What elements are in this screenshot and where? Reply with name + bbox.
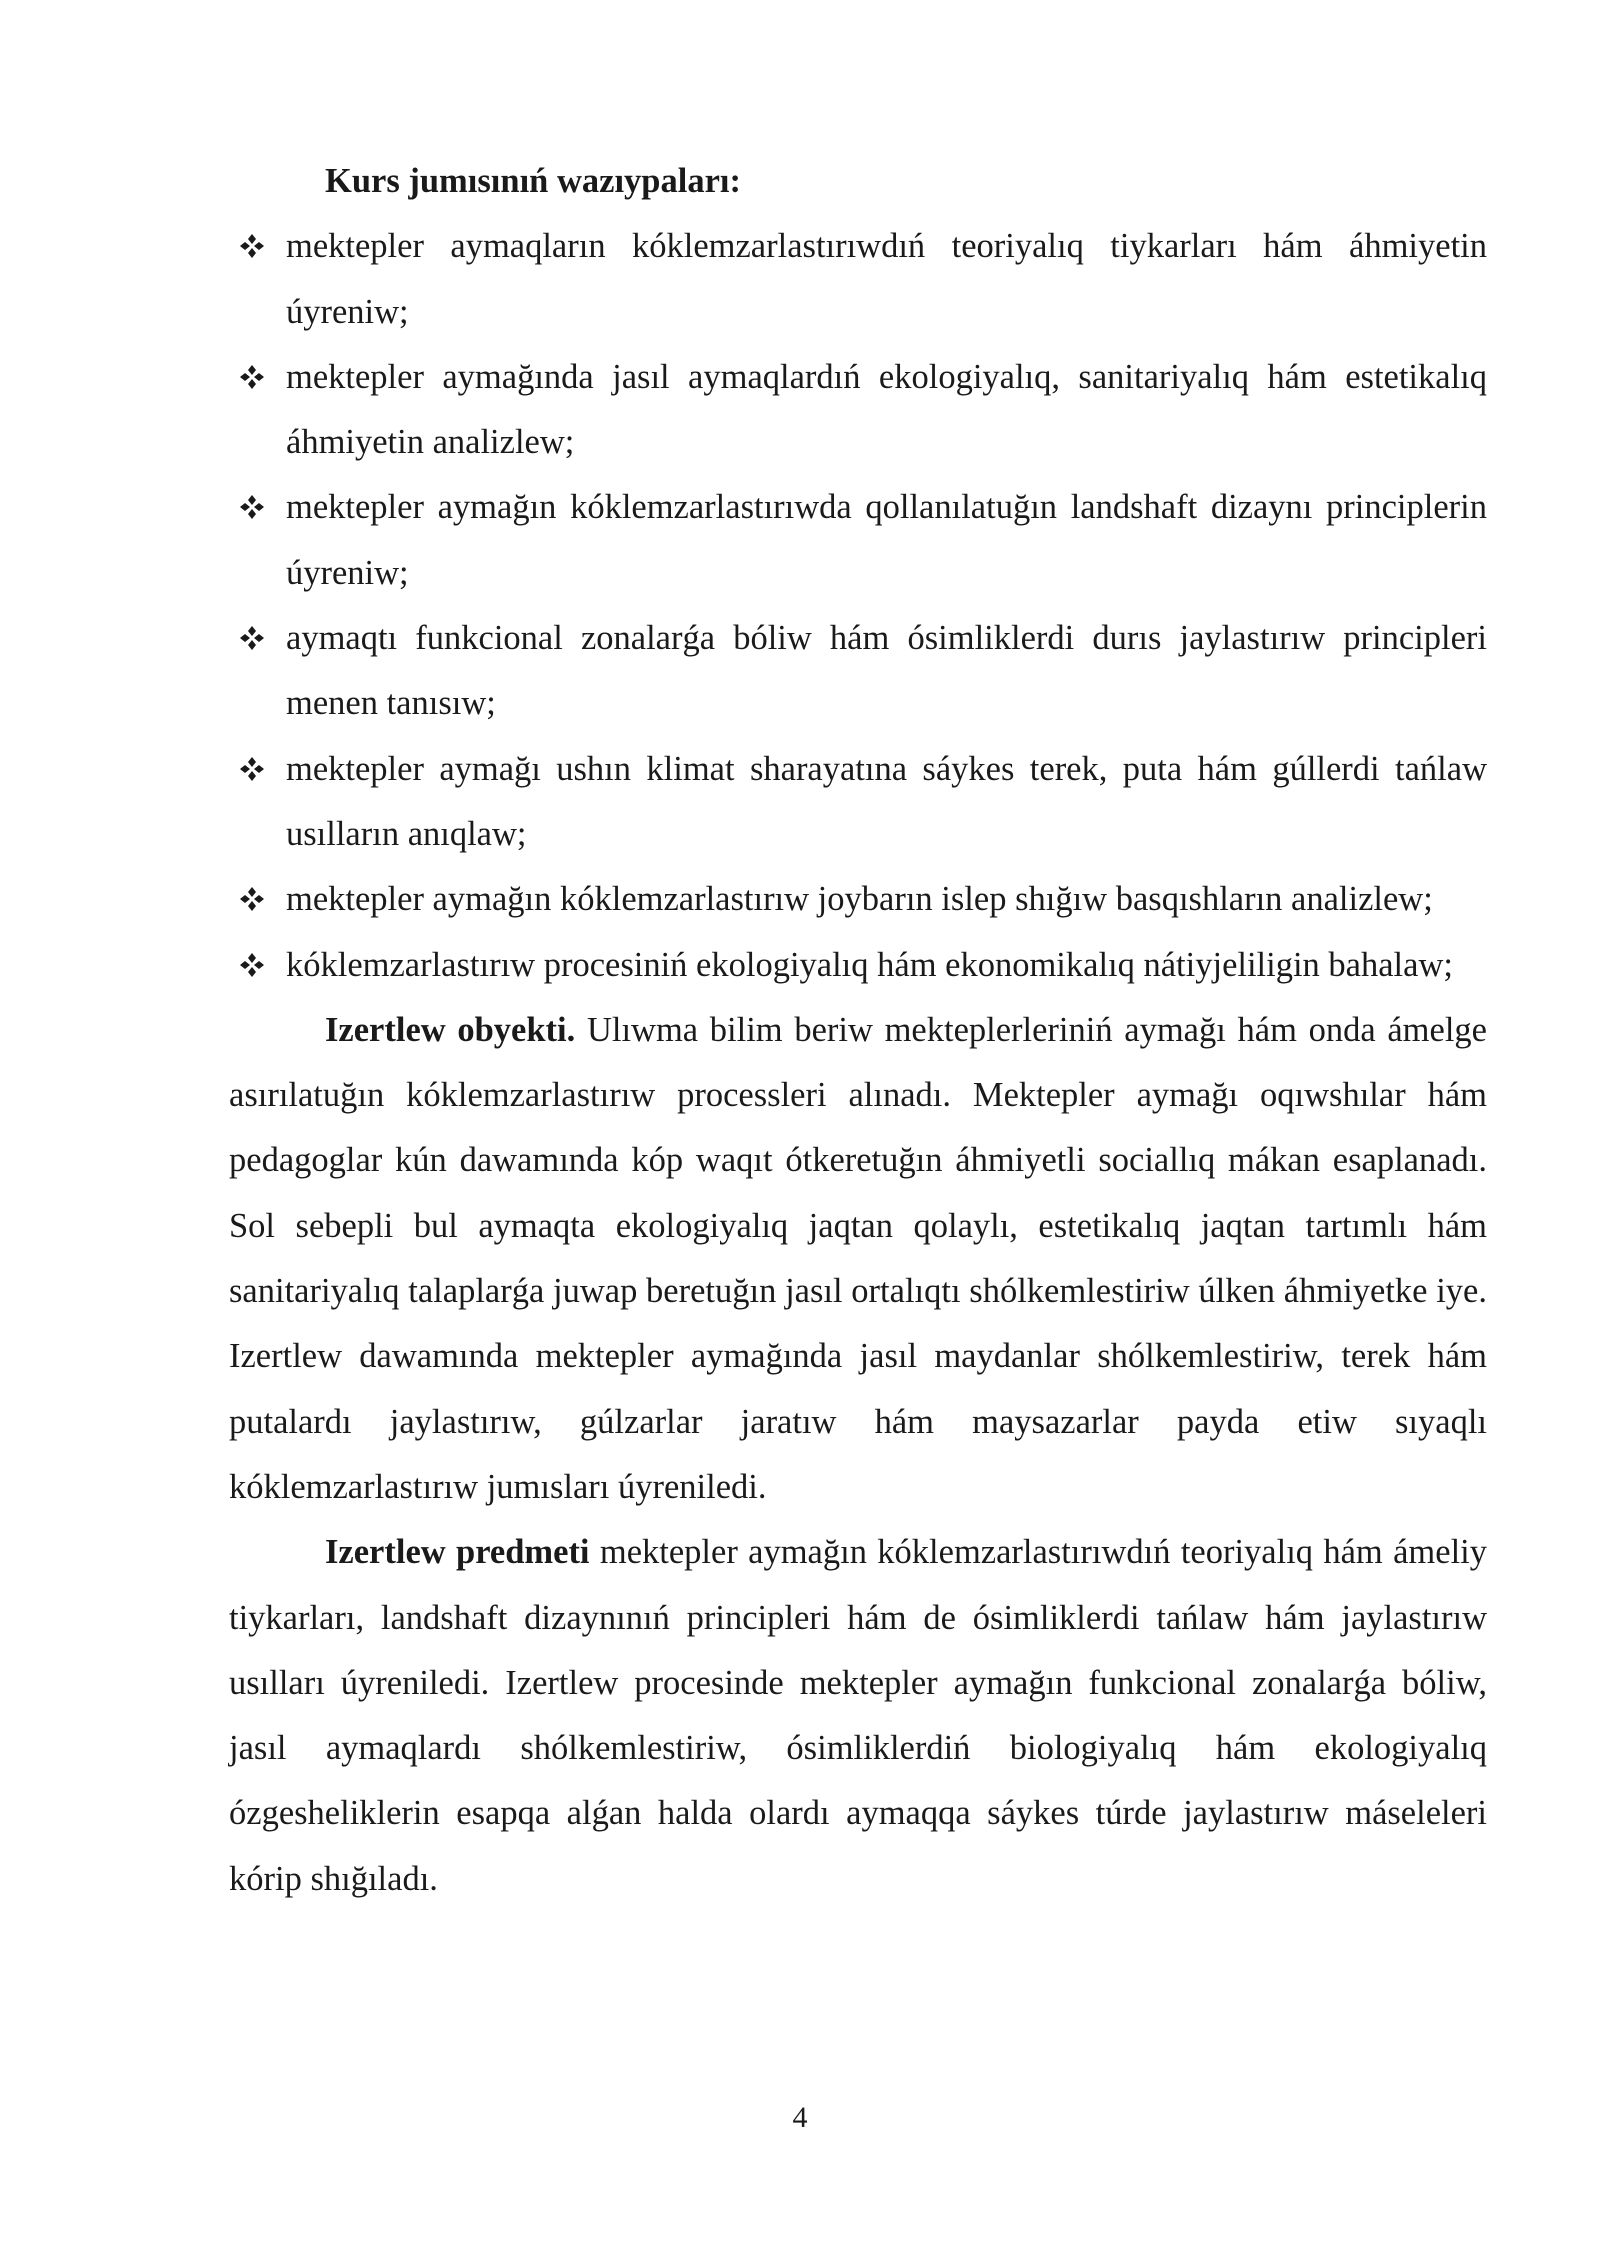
four-diamond-bullet-icon <box>239 233 265 259</box>
task-list-item <box>229 345 1487 476</box>
four-diamond-bullet-icon <box>239 756 265 782</box>
task-list-item <box>229 933 1487 998</box>
four-diamond-bullet-icon <box>239 625 265 651</box>
research-subject-paragraph <box>229 1520 1487 1912</box>
section-heading: Kurs jumısınıń wazıypaları: <box>325 162 741 200</box>
research-object-paragraph <box>229 998 1487 1520</box>
task-list-item <box>229 737 1487 868</box>
task-list-item <box>229 214 1487 345</box>
research-subject-label: Izertlew predmeti <box>325 1533 590 1572</box>
four-diamond-bullet-icon <box>239 494 265 520</box>
task-list-item <box>229 475 1487 606</box>
task-text: mektepler aymağında jasıl aymaqlardıń ekologiyalıq, sanitariyalıq hám estetikalıq áhmiyetin analizlew; <box>286 357 1487 462</box>
research-object-text: Ulıwma bilim beriw mekteplerleriniń aymağı hám onda ámelge asırılatuğın kóklemzarlastırıw processleri alınadı. Mektepler aymağı oqıwshılar hám pedagoglar kún dawamında kóp waqıt ótkeretuğın áhmiyetli sociallıq mákan esaplanadı. Sol sebepli bul aymaqta ekologiyalıq jaqtan qolaylı, estetikalıq jaqtan tartımlı hám sanitariyalıq talaplarǵa juwap beretuğın jasıl ortalıqtı shólkemlestiriw úlken áhmiyetke iye. Izertlew dawamında mektepler aymağında jasıl maydanlar shólkemlestiriw, terek hám putalardı jaylastırıw, gúlzarlar jaratıw hám maysazarlar payda etiw sıyaqlı kóklemzarlastırıw jumısları úyreniledi. <box>229 1010 1487 1506</box>
page-content <box>229 149 1487 1912</box>
task-text: mektepler aymağın kóklemzarlastırıw joybarın islep shığıw basqıshların analizlew; <box>286 880 1433 919</box>
task-list-item <box>229 867 1487 932</box>
task-text: aymaqtı funkcional zonalarǵa bóliw hám ósimliklerdi durıs jaylastırıw principleri menen tanısıw; <box>286 619 1487 723</box>
task-list <box>229 214 1487 998</box>
research-subject-text: mektepler aymağın kóklemzarlastırıwdıń teoriyalıq hám ámeliy tiykarları, landshaft dizaynınıń principleri hám de ósimliklerdi tańlaw hám jaylastırıw usılları úyreniledi. Izertlew procesinde mektepler aymağın funkcional zonalarǵa bóliw, jasıl aymaqlardı shólkemlestiriw, ósimliklerdiń biologiyalıq hám ekologiyalıq ózgesheliklerin esapqa alǵan halda olardı aymaqqa sáykes túrde jaylastırıw máseleleri kórip shığıladı. <box>229 1533 1487 1898</box>
task-list-item <box>229 606 1487 737</box>
research-object-label: Izertlew obyekti. <box>325 1010 576 1049</box>
task-text: kóklemzarlastırıw procesiniń ekologiyalıq hám ekonomikalıq nátiyjeliligin bahalaw; <box>286 945 1453 984</box>
task-text: mektepler aymağı ushın klimat sharayatına sáykes terek, puta hám gúllerdi tańlaw usılların anıqlaw; <box>286 749 1487 853</box>
task-text: mektepler aymağın kóklemzarlastırıwda qollanılatuğın landshaft dizaynı principlerin úyreniw; <box>286 488 1487 592</box>
page-number: 4 <box>792 2101 808 2134</box>
four-diamond-bullet-icon <box>239 364 265 390</box>
task-text: mektepler aymaqların kóklemzarlastırıwdıń teoriyalıq tiykarları hám áhmiyetin úyreniw; <box>286 227 1487 331</box>
four-diamond-bullet-icon <box>239 886 265 912</box>
four-diamond-bullet-icon <box>239 952 265 978</box>
